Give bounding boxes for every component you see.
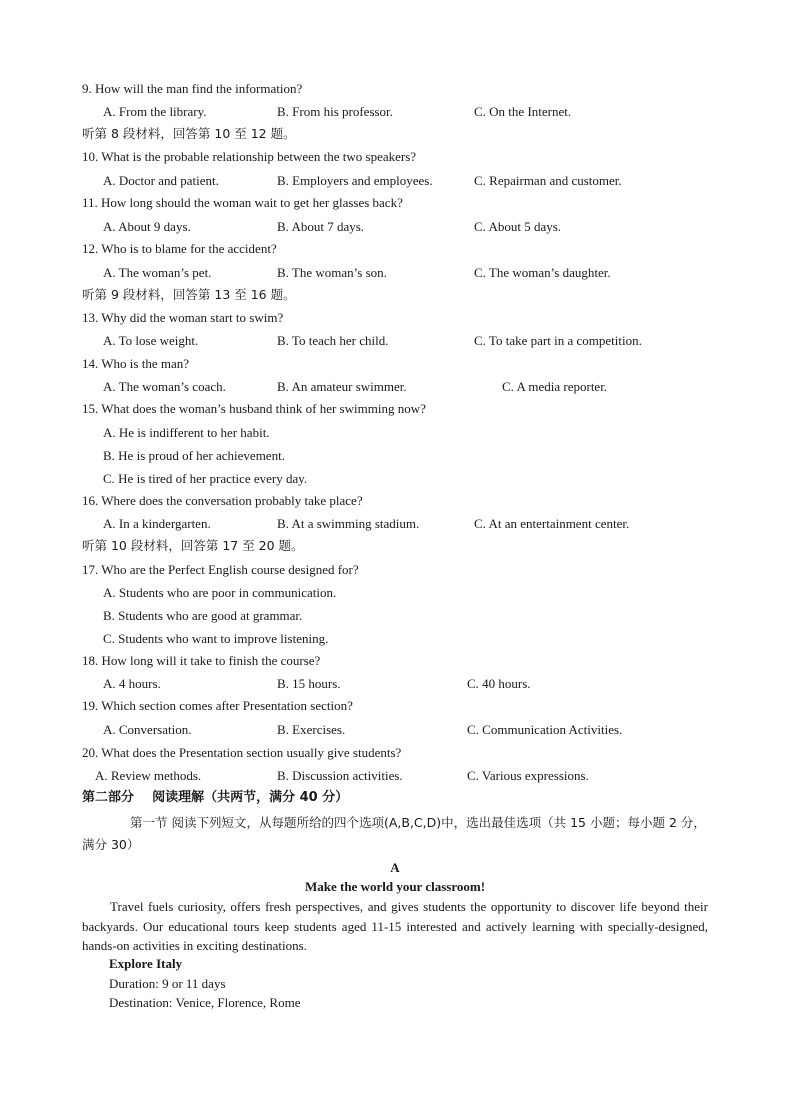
option-a: A. About 9 days. [103,219,191,234]
option-b: B. 15 hours. [277,676,341,691]
option-c: C. 40 hours. [467,676,531,691]
option-c: C. About 5 days. [474,219,562,234]
tour-name: Explore Italy [109,956,183,971]
question-9: 9. How will the man find the information? [82,81,303,96]
passage-title: Make the world your classroom! [304,879,486,894]
question-12: 12. Who is to blame for the accident? [82,241,277,256]
option-b: B. He is proud of her achievement. [103,448,285,463]
option-c: C. On the Internet. [474,104,572,119]
question-15: 15. What does the woman’s husband think of her swimming now? [82,401,426,416]
instruction-material-9: 听第 9 段材料，回答第 13 至 16 题。 [82,287,296,302]
option-a: A. He is indifferent to her habit. [103,425,270,440]
option-b: B. Exercises. [277,722,346,737]
question-16: 16. Where does the conversation probably take place? [82,493,363,508]
option-a: A. 4 hours. [103,676,161,691]
option-a: A. Conversation. [103,722,192,737]
instruction-material-8: 听第 8 段材料，回答第 10 至 12 题。 [82,126,296,141]
option-a: A. In a kindergarten. [103,516,211,531]
question-14: 14. Who is the man? [82,356,189,371]
option-a: A. The woman’s pet. [103,265,212,280]
option-b: B. An amateur swimmer. [277,379,407,394]
option-c: C. He is tired of her practice every day. [103,471,308,486]
option-c: C. Students who want to improve listening. [103,631,329,646]
option-a: A. The woman’s coach. [103,379,226,394]
option-b: B. At a swimming stadium. [277,516,420,531]
instruction-material-10: 听第 10 段材料，回答第 17 至 20 题。 [82,538,304,553]
option-b: B. Discussion activities. [277,768,403,783]
option-a: A. From the library. [103,104,207,119]
option-b: B. Employers and employees. [277,173,433,188]
option-a: A. Review methods. [95,768,202,783]
question-13: 13. Why did the woman start to swim? [82,310,284,325]
option-c: C. A media reporter. [502,379,608,394]
tour-duration: Duration: 9 or 11 days [109,976,226,991]
option-c: C. To take part in a competition. [474,333,642,348]
option-a: A. Students who are poor in communication. [103,585,337,600]
option-b: B. To teach her child. [277,333,389,348]
section1-instruction: 第一节 阅读下列短文，从每题所给的四个选项(A,B,C,D)中，选出最佳选项（共 15 小题；每小题 2 分，满分 30） [82,815,706,852]
part2-heading: 第二部分 阅读理解（共两节，满分 40 分） [82,790,349,805]
option-c: C. Repairman and customer. [474,173,622,188]
option-a: A. To lose weight. [103,333,199,348]
option-c: C. Communication Activities. [467,722,623,737]
option-c: C. Various expressions. [467,768,589,783]
option-b: B. About 7 days. [277,219,365,234]
question-10: 10. What is the probable relationship between the two speakers? [82,149,417,164]
option-a: A. Doctor and patient. [103,173,219,188]
question-19: 19. Which section comes after Presentation section? [82,698,353,713]
option-b: B. From his professor. [277,104,393,119]
question-20: 20. What does the Presentation section usually give students? [82,745,402,760]
option-b: B. Students who are good at grammar. [103,608,303,623]
passage-body: Travel fuels curiosity, offers fresh perspectives, and gives students the opportunity to discover life beyond their backyards. Our educational tours keep students aged 11-15 interested and actively learning with specially-designed, hands-on activities in exciting destinations. [82,899,708,953]
passage-letter: A [390,860,400,875]
option-b: B. The woman’s son. [277,265,387,280]
question-17: 17. Who are the Perfect English course designed for? [82,562,359,577]
question-18: 18. How long will it take to finish the course? [82,653,321,668]
option-c: C. At an entertainment center. [474,516,630,531]
option-c: C. The woman’s daughter. [474,265,611,280]
tour-destination: Destination: Venice, Florence, Rome [109,995,301,1010]
question-11: 11. How long should the woman wait to get her glasses back? [82,195,403,210]
